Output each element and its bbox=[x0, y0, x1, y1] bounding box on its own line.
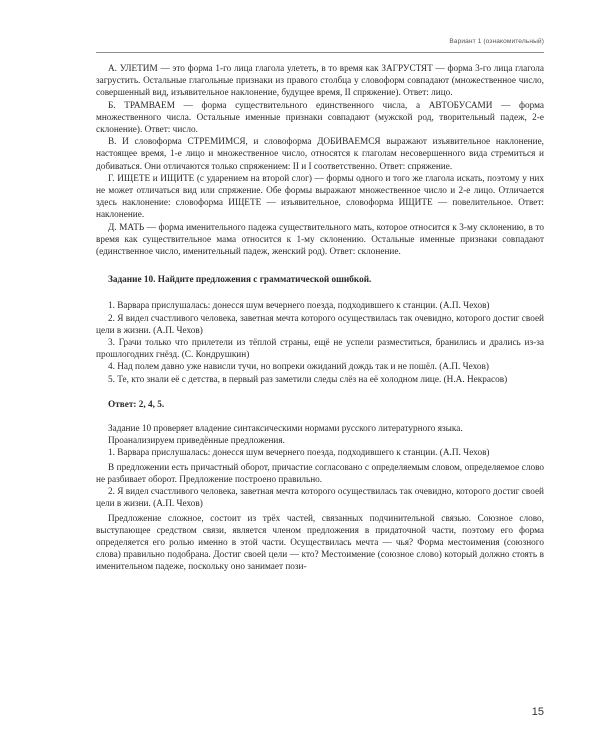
page-number: 15 bbox=[531, 706, 544, 718]
task-sentence-4: 4. Над полем давно уже нависли тучи, но вопреки ожиданий дождь так и не пошёл. (А.П. Чехов) bbox=[108, 362, 489, 373]
analysis-comment-1: В предложении есть причастный оборот, причастие согласовано с определяемым словом, определяемое слово не разбивает оборот. Предложение построено правильно. bbox=[96, 462, 544, 485]
running-title: Вариант 1 (ознакомительный) bbox=[449, 38, 544, 45]
task-sentence-3: 3. Грачи только что прилетели из тёплой страны, ещё не успели разместиться, бранились и дрались из-за прошлогодних гнёзд. (С. Кондрушкин) bbox=[96, 338, 544, 361]
explanation-b: Б. ТРАМВАЕМ — форма существительного единственного числа, а АВТОБУСАМИ — форма множественного числа. Остальные именные признаки совпадают (мужской род, творительный падеж, 2-е склонение). Ответ: число. bbox=[96, 100, 544, 136]
analysis-sentence-2: 2. Я видел счастливого человека, заветная мечта которого осуществилась так очевидно, которого достиг своей цели в жизни. (А.П. Чехов) bbox=[96, 487, 544, 510]
task-sentence-1: 1. Варвара прислушалась: донесся шум вечернего поезда, подходившего к станции. (А.П. Чехов) bbox=[108, 301, 490, 312]
task-sentence-5: 5. Те, кто знали её с детства, в первый раз заметили следы слёз на её холодном лице. (Н.А. Некрасов) bbox=[108, 374, 508, 385]
running-header bbox=[96, 38, 544, 53]
task-heading: Задание 10. Найдите предложения с грамматической ошибкой. bbox=[108, 275, 372, 286]
task-answer: Ответ: 2, 4, 5. bbox=[108, 399, 165, 410]
task-sentence-2: 2. Я видел счастливого человека, заветная мечта которого осуществилась так очевидно, которого достиг своей цели в жизни. (А.П. Чехов) bbox=[96, 313, 544, 336]
explanation-e: Д. МАТЬ — форма именительного падежа существительного мать, которое относится к 3-му склонению, в то время как существительное мама относится к 1-му склонению. Остальные именные признаки совпадают (единственное число, именительный падеж, женский род). Ответ: склонение. bbox=[96, 222, 544, 258]
explanation-d: Г. ИЩЕТЕ и ИЩИТЕ (с ударением на второй слог) — формы одного и того же глагола искать, поэтому у них не может отличаться вид или спряжение. Обе формы выражают множественное число и 2-е лицо. Отличается здесь наклонение: словоформа ИЩЕТЕ — изъявительное, словоформа ИЩИТЕ — повелительное. Ответ: наклонение. bbox=[96, 173, 544, 221]
analysis-sentence-1: 1. Варвара прислушалась: донесся шум вечернего поезда, подходившего к станции. (А.П. Чехов) bbox=[108, 448, 490, 459]
analysis-intro-1: Задание 10 проверяет владение синтаксическими нормами русского литературного языка. bbox=[108, 424, 463, 435]
page-content bbox=[96, 63, 544, 574]
analysis-comment-2: Предложение сложное, состоит из трёх частей, связанных подчинительной связью. Союзное слово, выступающее средством связи, является членом предложения в придаточной части, поэтому его форма определяется его ролью именно в этой части. Осуществилась мечта — чья? Форма местоимения (союзного слова) правильно подобрана. Достиг своей цели — кто? Местоимение (союзное слово) который должно стоять в именительном падеже, поскольку оно занимает пози- bbox=[96, 513, 544, 573]
analysis-intro-2: Проанализируем приведённые предложения. bbox=[108, 436, 285, 447]
explanation-a: А. УЛЕТИМ — это форма 1-го лица глагола улететь, в то время как ЗАГРУСТЯТ — форма 3-го лица глагола загрустить. Остальные глагольные признаки из правого столбца у словоформ совпадают (множественное число, совершенный вид, изъявительное наклонение, будущее время, II спряжение). Ответ: лицо. bbox=[96, 64, 544, 99]
explanation-c: В. И словоформа СТРЕМИМСЯ, и словоформа ДОБИВАЕМСЯ выражают изъявительное наклонение, настоящее время, 1-е лицо и множественное число, относятся к глаголам несовершенного вида стремиться и добиваться. Они отличаются только спряжением: II и I соответственно. Ответ: спряжение. bbox=[96, 137, 544, 172]
